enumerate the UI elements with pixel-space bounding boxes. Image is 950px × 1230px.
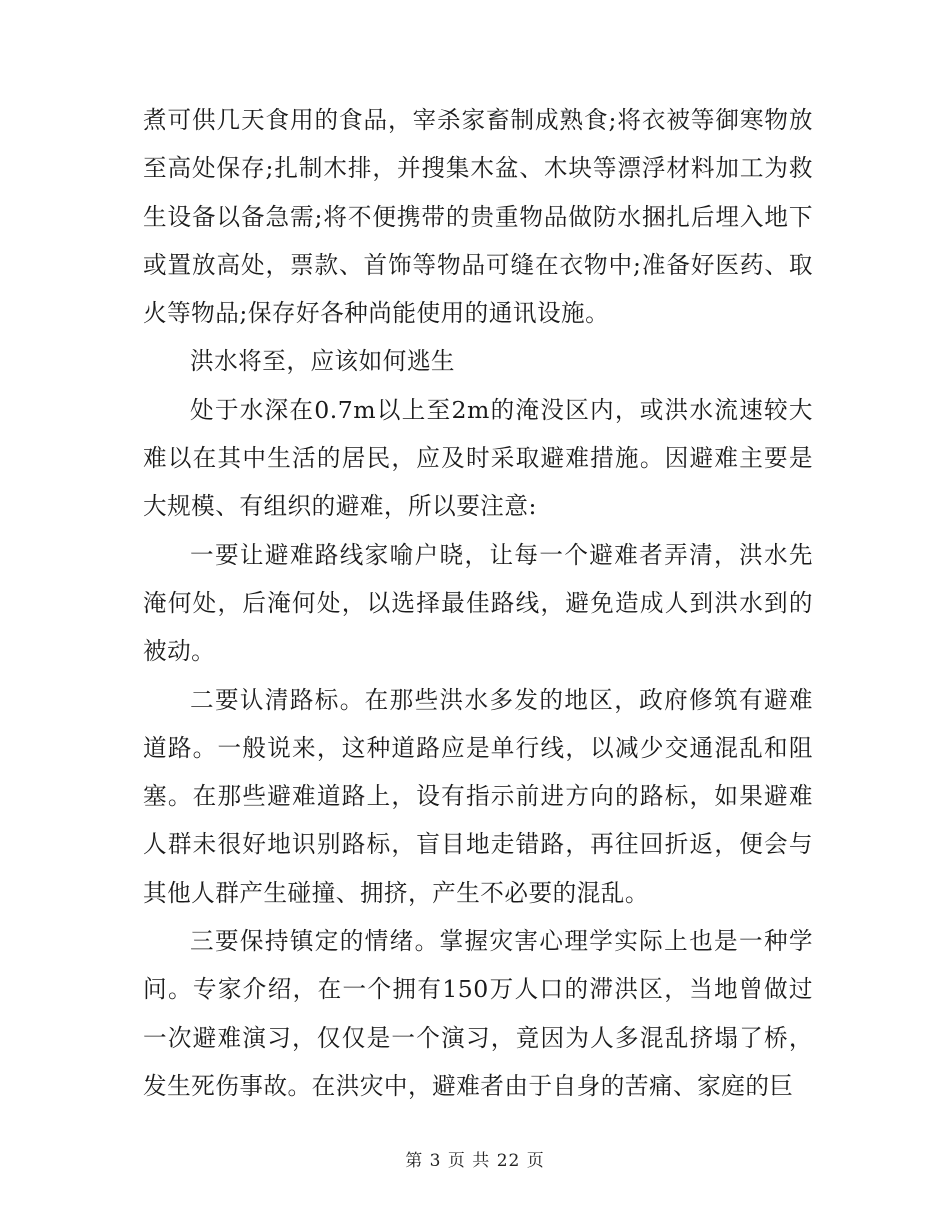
- paragraph-evacuation-route: 一要让避难路线家喻户晓，让每一个避难者弄清，洪水先淹何处，后淹何处，以选择最佳路线，避免造成人到洪水到的被动。: [143, 540, 813, 666]
- paragraph-stay-calm: 三要保持镇定的情绪。掌握灾害心理学实际上也是一种学问。专家介绍，在一个拥有150万人口的滞洪区，当地曾做过一次避难演习，仅仅是一个演习，竟因为人多混乱挤塌了桥，发生死伤事故。在洪灾中，避难者由于自身的苦痛、家庭的巨: [143, 927, 813, 1100]
- section-heading-flood-escape: 洪水将至，应该如何逃生: [190, 347, 456, 376]
- page-number-footer: 第 3 页 共 22 页: [405, 1151, 545, 1171]
- paragraph-road-signs: 二要认清路标。在那些洪水多发的地区，政府修筑有避难道路。一般说来，这种道路应是单行线，以减少交通混乱和阻塞。在那些避难道路上，设有指示前进方向的路标，如果避难人群未很好地识别路标，盲目地走错路，再往回折返，便会与其他人群产生碰撞、拥挤，产生不必要的混乱。: [143, 685, 813, 907]
- paragraph-evacuation-intro: 处于水深在0.7m以上至2m的淹没区内，或洪水流速较大难以在其中生活的居民，应及时采取避难措施。因避难主要是大规模、有组织的避难，所以要注意:: [143, 395, 813, 521]
- document-body: [143, 96, 813, 1110]
- paragraph-food-preparation: 煮可供几天食用的食品，宰杀家畜制成熟食;将衣被等御寒物放至高处保存;扎制木排，并搜集木盆、木块等漂浮材料加工为救生设备以备急需;将不便携带的贵重物品做防水捆扎后埋入地下或置放高处，票款、首饰等物品可缝在衣物中;准备好医药、取火等物品;保存好各种尚能使用的通讯设施。: [143, 106, 813, 328]
